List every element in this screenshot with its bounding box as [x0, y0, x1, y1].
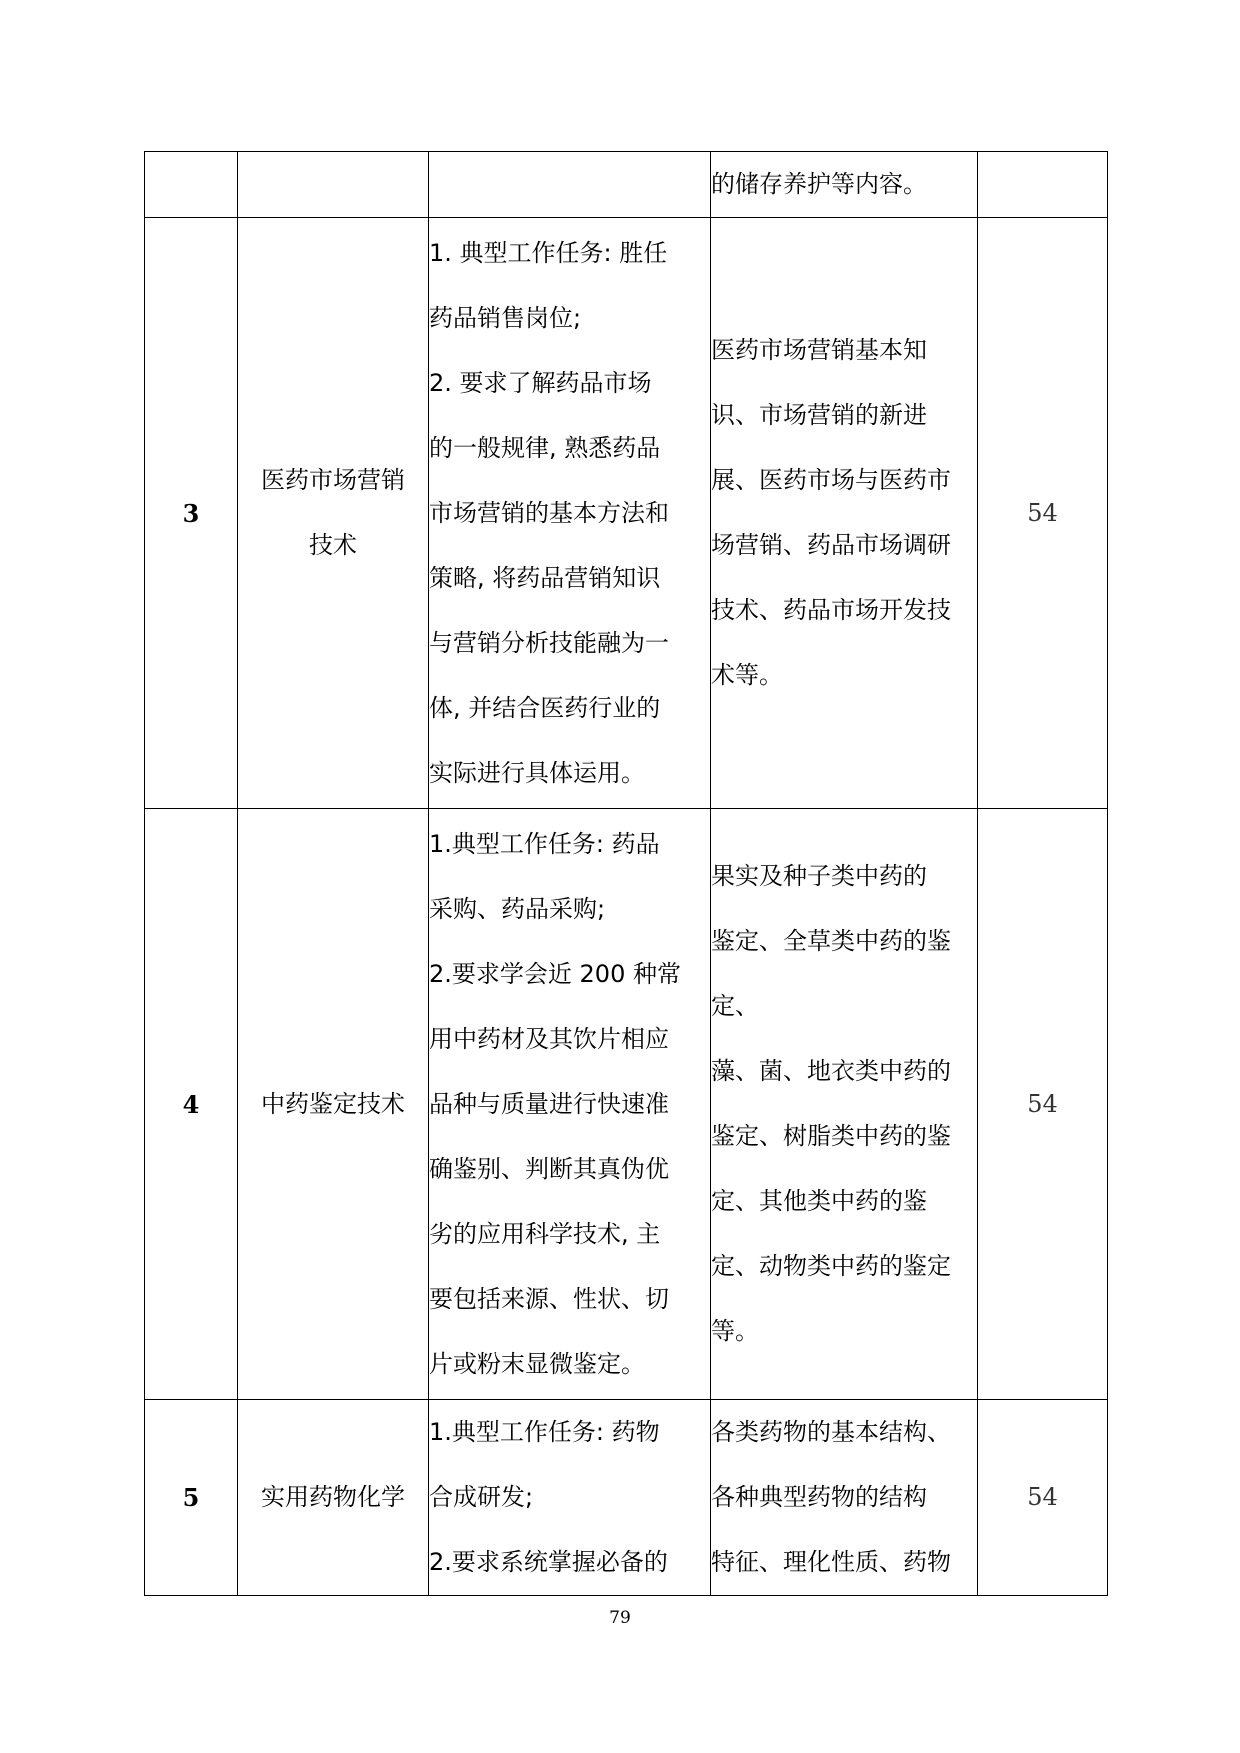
- main-content-cell: [711, 1400, 978, 1596]
- main-content-cell-line: 各类药物的基本结构、: [711, 1418, 951, 1446]
- typical-task-cell-line: 1.典型工作任务: 药物: [429, 1418, 660, 1446]
- hours-cell: [978, 152, 1108, 218]
- main-content-cell-line: 展、医药市场与医药市: [711, 466, 951, 494]
- hours-cell: 54: [978, 218, 1108, 809]
- typical-task-cell-line: 确鉴别、判断其真伪优: [429, 1154, 669, 1183]
- main-content-cell-line: 场营销、药品市场调研: [711, 531, 951, 559]
- typical-task-cell-line: 品种与质量进行快速准: [429, 1089, 669, 1118]
- main-content-cell-line: 定、: [711, 992, 759, 1020]
- typical-task-cell-line: 市场营销的基本方法和: [429, 498, 669, 527]
- page-number: 79: [609, 1608, 631, 1628]
- typical-task-cell: [429, 809, 711, 1400]
- typical-task-cell-line: 1. 典型工作任务: 胜任: [429, 238, 668, 267]
- course-name-cell-line: 实用药物化学: [261, 1483, 405, 1511]
- main-content-cell-line: 医药市场营销基本知: [711, 336, 927, 364]
- main-content-cell-line: 各种典型药物的结构: [711, 1483, 927, 1511]
- row-number-cell: 3: [145, 218, 238, 809]
- typical-task-cell-line: 用中药材及其饮片相应: [429, 1024, 669, 1053]
- course-name-cell: [238, 218, 429, 809]
- main-content-cell-line: 特征、理化性质、药物: [711, 1548, 951, 1576]
- main-content-cell-line: 技术、药品市场开发技: [711, 596, 951, 624]
- typical-task-cell-line: 2. 要求了解药品市场: [429, 368, 652, 397]
- table-row: [145, 152, 1108, 218]
- typical-task-cell-line: 合成研发;: [429, 1483, 534, 1511]
- typical-task-cell: [429, 1400, 711, 1596]
- main-content-cell-line: 鉴定、树脂类中药的鉴: [711, 1122, 951, 1150]
- typical-task-cell-line: 劣的应用科学技术, 主: [429, 1219, 661, 1248]
- main-content-cell: [711, 809, 978, 1400]
- course-name-cell: [238, 152, 429, 218]
- course-name-cell: [238, 809, 429, 1400]
- table-row: [145, 809, 1108, 1400]
- typical-task-cell-line: 采购、药品采购;: [429, 894, 606, 923]
- main-content-cell-line: 果实及种子类中药的: [711, 862, 927, 890]
- typical-task-cell-line: 片或粉末显微鉴定。: [429, 1349, 645, 1378]
- main-content-cell-line: 的储存养护等内容。: [711, 170, 927, 198]
- main-content-cell: [711, 152, 978, 218]
- main-content-cell-line: 鉴定、全草类中药的鉴: [711, 927, 951, 955]
- main-content-cell-line: 藻、菌、地衣类中药的: [711, 1057, 951, 1085]
- typical-task-cell: [429, 218, 711, 809]
- hours-cell: 54: [978, 1400, 1108, 1596]
- typical-task-cell-line: 要包括来源、性状、切: [429, 1284, 669, 1313]
- main-content-cell-line: 定、其他类中药的鉴: [711, 1187, 927, 1215]
- typical-task-cell-line: 药品销售岗位;: [429, 303, 582, 332]
- course-name-cell-line: 技术: [309, 531, 357, 559]
- course-name-cell-line: 中药鉴定技术: [261, 1089, 405, 1118]
- course-name-cell-line: 医药市场营销: [261, 466, 405, 494]
- typical-task-cell-line: 的一般规律, 熟悉药品: [429, 433, 661, 462]
- main-content-cell-line: 术等。: [711, 661, 783, 689]
- main-content-cell-line: 定、动物类中药的鉴定: [711, 1252, 951, 1280]
- typical-task-cell-line: 2.要求学会近 200 种常: [429, 959, 681, 988]
- typical-task-cell-line: 1.典型工作任务: 药品: [429, 829, 660, 858]
- course-name-cell: [238, 1400, 429, 1596]
- row-number-cell: 5: [145, 1400, 238, 1596]
- typical-task-cell-line: 与营销分析技能融为一: [429, 628, 669, 657]
- typical-task-cell-line: 体, 并结合医药行业的: [429, 693, 661, 722]
- typical-task-cell: [429, 152, 711, 218]
- table-row: [145, 1400, 1108, 1596]
- typical-task-cell-line: 实际进行具体运用。: [429, 758, 645, 787]
- main-content-cell-line: 识、市场营销的新进: [711, 401, 927, 429]
- typical-task-cell-line: 策略, 将药品营销知识: [429, 563, 661, 592]
- typical-task-cell-line: 2.要求系统掌握必备的: [429, 1548, 668, 1576]
- hours-cell: 54: [978, 809, 1108, 1400]
- row-number-cell: [145, 152, 238, 218]
- row-number-cell: 4: [145, 809, 238, 1400]
- main-content-cell: [711, 218, 978, 809]
- main-content-cell-line: 等。: [711, 1317, 759, 1345]
- course-table: [144, 151, 1108, 1596]
- table-row: [145, 218, 1108, 809]
